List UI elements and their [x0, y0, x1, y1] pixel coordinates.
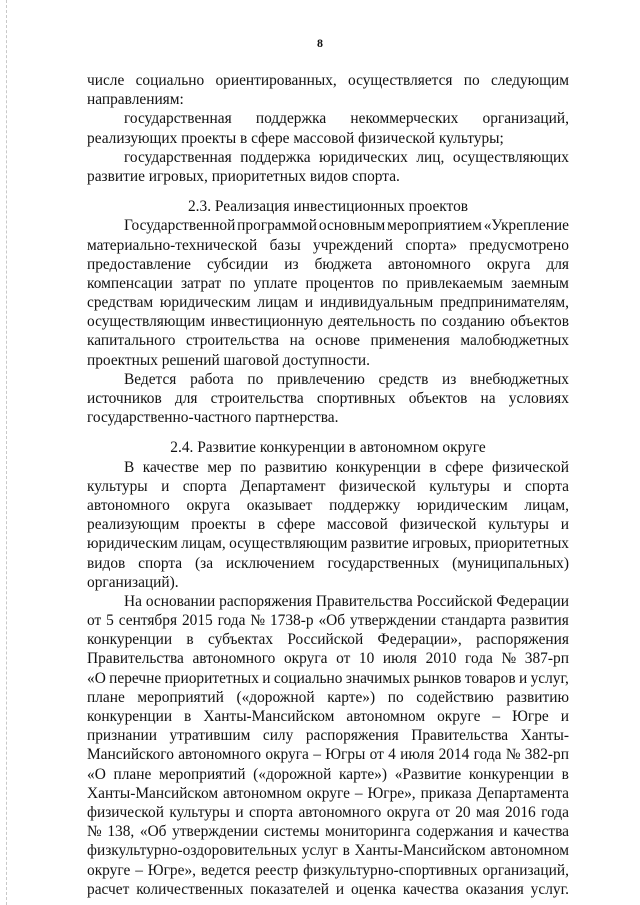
word: культуры	[488, 516, 549, 534]
text-line	[87, 669, 569, 688]
word: источников	[87, 390, 162, 407]
word: Федерации»,	[377, 631, 462, 649]
text-line	[87, 496, 569, 515]
word: расчет	[87, 880, 130, 898]
scan-edge-line	[6, 0, 8, 905]
word: Ведется	[124, 370, 177, 388]
word: приоритетных	[164, 669, 259, 687]
word: объектов	[510, 313, 569, 331]
word: физкультурно-оздоровительных	[87, 842, 298, 860]
text-line	[87, 255, 569, 274]
word: автономном	[223, 784, 302, 802]
word: перечне	[109, 669, 162, 687]
word: услуг,	[530, 669, 569, 687]
word: по	[463, 72, 480, 89]
text-line	[87, 649, 569, 668]
word: сфере	[445, 458, 484, 476]
word: 20	[455, 803, 471, 821]
word: качества	[402, 880, 459, 898]
word: конкуренции	[468, 765, 554, 783]
word: Ханты-	[520, 727, 569, 745]
word: лиц,	[416, 148, 445, 166]
word: лицам	[257, 294, 299, 312]
word: в	[429, 458, 437, 476]
word: развития	[510, 612, 569, 630]
word: для	[546, 255, 569, 273]
word: мониторинга	[325, 823, 411, 841]
word: основании	[145, 592, 216, 610]
word: автономного	[387, 255, 471, 273]
word: оказывает	[246, 496, 313, 514]
text-line	[87, 630, 569, 649]
word: Правительства	[87, 650, 184, 668]
word: привлечению	[276, 370, 365, 388]
word: государственная	[124, 148, 232, 166]
word: некоммерческих	[350, 110, 459, 128]
word: организаций,	[482, 110, 569, 128]
text-line	[87, 745, 569, 764]
word: от	[369, 746, 384, 764]
word: из	[284, 255, 299, 273]
word: услуг	[301, 842, 338, 860]
word: и	[304, 294, 314, 312]
word: по	[229, 274, 246, 292]
text-line	[87, 861, 569, 880]
word: строительства	[185, 332, 280, 350]
word: года	[541, 803, 569, 821]
word: плане	[113, 765, 152, 783]
word: автономного	[192, 650, 276, 668]
text-line	[87, 554, 569, 573]
word: применения	[370, 332, 450, 350]
word: в	[184, 708, 192, 725]
word: («дорожной	[253, 765, 332, 783]
word: по	[240, 458, 257, 476]
word: автономном	[490, 842, 569, 860]
word: «Об	[318, 612, 346, 630]
word: Департамент	[240, 477, 326, 495]
word: Правительства	[315, 592, 413, 610]
word: осуществляется	[348, 72, 453, 89]
word: предоставление	[87, 255, 191, 273]
text-line	[87, 592, 569, 611]
word: качестве	[142, 458, 199, 476]
word: стандарта	[441, 612, 506, 630]
word: 10	[358, 650, 375, 668]
word: «Об	[139, 823, 167, 841]
word: (муниципальных)	[452, 554, 569, 572]
word: распоряжения	[219, 592, 313, 610]
word: «О	[87, 765, 106, 783]
word: –	[492, 708, 501, 725]
page-number: 8	[317, 36, 323, 50]
word: 1738-р	[269, 612, 314, 630]
word: культуры	[169, 803, 230, 821]
word: для	[174, 390, 198, 407]
word: автономного	[87, 496, 170, 514]
section-heading: 2.4. Развитие конкуренции в автономном округе	[170, 439, 486, 457]
word: на	[289, 332, 305, 350]
text-line	[87, 274, 569, 293]
word: физической	[87, 803, 164, 821]
word: мер	[207, 458, 232, 476]
word: «Укрепление	[483, 217, 569, 235]
word: компенсации	[87, 274, 173, 292]
word: капитального	[87, 332, 176, 350]
word: признании	[87, 727, 158, 745]
word: и	[560, 708, 569, 725]
text-line	[87, 458, 569, 477]
word: спорта	[182, 477, 227, 495]
word: исключением	[225, 554, 315, 572]
word: июля	[382, 650, 418, 668]
word: года	[217, 612, 246, 630]
word: физической	[492, 458, 569, 476]
text-line	[87, 331, 569, 350]
word: качества	[513, 823, 569, 841]
word: от	[336, 650, 351, 668]
word: юридическим	[87, 535, 178, 553]
word: силу	[262, 727, 294, 745]
word: Ханты-Мансийском	[203, 708, 335, 725]
text-line: развитие игровых, приоритетных видов спорта.	[87, 167, 400, 185]
word: в	[561, 765, 569, 783]
word: привлекаемым	[406, 274, 503, 292]
text-line	[87, 477, 569, 496]
word: и	[235, 803, 244, 821]
word: реестр	[255, 861, 299, 879]
word: Федерации	[496, 592, 569, 610]
word: Югре	[512, 708, 549, 725]
word: средств	[378, 370, 429, 388]
word: –	[135, 861, 143, 879]
word: видов	[87, 554, 126, 572]
word: реализующим	[87, 516, 180, 534]
word: 4	[388, 746, 396, 764]
word: утверждении	[350, 612, 437, 630]
word: поддержка	[255, 110, 327, 128]
text-line: государственно-частного партнерства.	[87, 409, 339, 427]
word: автономного	[298, 803, 382, 821]
word: основе	[315, 332, 361, 350]
word: и	[560, 516, 569, 534]
word: В	[124, 458, 135, 476]
word: Ханты-Мансийском	[87, 784, 219, 802]
word: №	[250, 612, 266, 630]
text-line	[87, 784, 569, 803]
word: поддержка	[240, 148, 311, 166]
word: в	[257, 516, 266, 534]
word: округа	[186, 496, 231, 514]
word: по	[247, 370, 264, 388]
word: заемным	[511, 274, 569, 292]
word: работа	[190, 370, 234, 388]
word: учреждений	[313, 236, 393, 254]
word: мероприятием	[387, 217, 482, 235]
word: игровых,	[412, 535, 472, 553]
word: социально	[273, 669, 343, 687]
word: и	[161, 477, 170, 495]
word: автономного	[178, 746, 262, 764]
word: –	[354, 784, 363, 802]
text-line	[87, 765, 569, 784]
word: содействию	[416, 688, 494, 706]
word: распоряжения	[305, 727, 399, 745]
word: проекты	[191, 516, 247, 534]
text-line	[87, 216, 569, 235]
word: физкультурно-спортивных	[303, 861, 478, 879]
word: «О	[87, 669, 106, 687]
word: округа	[283, 650, 328, 668]
section-heading: 2.3. Реализация инвестиционных проектов	[187, 198, 469, 216]
word: субсидии	[206, 255, 269, 273]
word: «Развитие	[394, 765, 462, 783]
word: Российской	[416, 592, 493, 610]
word: года	[473, 746, 502, 764]
word: материально-технической	[87, 236, 258, 254]
word: развитию	[506, 688, 569, 706]
word: ориентированных,	[215, 72, 337, 89]
word: на	[480, 390, 496, 407]
word: Югры	[325, 746, 366, 764]
word: лицам,	[524, 496, 569, 514]
word: осуществляющим	[87, 313, 206, 331]
text-line	[87, 148, 569, 167]
word: Департамента	[476, 784, 569, 802]
word: государственных	[327, 554, 440, 572]
word: округе	[306, 784, 350, 802]
word: и	[499, 823, 508, 841]
text-line	[87, 688, 569, 707]
word: в	[186, 631, 194, 649]
word: ведется	[200, 861, 251, 879]
word: 2015	[181, 612, 213, 630]
text-line	[87, 293, 569, 312]
text-line	[87, 312, 569, 331]
word: процентов	[305, 274, 374, 292]
word: распоряжения	[476, 631, 569, 649]
word: культуры	[87, 477, 148, 495]
word: («дорожной	[236, 688, 315, 706]
word: утратившим	[169, 727, 251, 745]
text-line	[87, 803, 569, 822]
word: внебюджетных	[470, 370, 569, 388]
word: Государственной	[124, 217, 236, 235]
word: Югре»,	[147, 861, 196, 879]
word: оказания	[465, 880, 524, 898]
word: значимых	[345, 669, 411, 687]
word: юридическим	[159, 294, 251, 312]
word: в	[342, 842, 350, 860]
word: осуществляющим	[229, 535, 348, 553]
word: плане	[87, 688, 125, 706]
word: 2010	[425, 650, 457, 668]
word: и	[503, 477, 512, 495]
word: поддержку	[329, 496, 401, 514]
word: уплате	[253, 274, 298, 292]
word: мероприятий	[159, 765, 246, 783]
word: условиях	[508, 390, 569, 407]
word: массовой	[326, 516, 388, 534]
word: №	[87, 823, 102, 841]
word: рынков	[413, 669, 462, 687]
word: развитию	[264, 458, 328, 476]
word: Российской	[287, 631, 364, 649]
word: округа	[386, 803, 431, 821]
text-line: реализующих проекты в сфере массовой физической культуры;	[87, 129, 504, 147]
word: бюджета	[314, 255, 372, 273]
word: 2016	[504, 803, 536, 821]
word: карте»)	[339, 765, 387, 783]
text-line	[87, 726, 569, 745]
word: конкуренции	[335, 458, 421, 476]
word: приказа	[420, 784, 472, 802]
word: от	[435, 803, 450, 821]
word: конкуренции	[87, 631, 173, 649]
word: субъектах	[207, 631, 274, 649]
word: базы	[269, 236, 301, 254]
word: сфере	[276, 516, 316, 534]
text-line	[87, 611, 569, 630]
paragraph-gap	[87, 427, 569, 438]
text-line	[87, 707, 569, 726]
word: (за	[195, 554, 214, 572]
word: предпринимателям,	[439, 294, 569, 312]
word: созданию	[441, 313, 505, 331]
word: спорта	[138, 554, 183, 572]
text-line	[87, 71, 569, 90]
word: содержания	[416, 823, 494, 841]
word: округе	[437, 708, 481, 725]
word: предусмотрено	[469, 236, 569, 254]
word: малобюджетных	[460, 332, 569, 350]
text-line: направлениям:	[87, 91, 184, 109]
word: следующим	[490, 72, 569, 89]
word: физической	[399, 516, 477, 534]
word: программой	[237, 217, 318, 235]
word: деятельность	[328, 313, 416, 331]
word: Мансийского	[87, 746, 174, 764]
word: инвестиционную	[210, 313, 324, 331]
word: оценка	[350, 880, 397, 898]
word: Правительства	[411, 727, 509, 745]
word: по	[387, 688, 404, 706]
word: Ханты-Мансийском	[354, 842, 486, 860]
word: №	[505, 746, 521, 764]
text-line: организаций).	[87, 573, 179, 591]
text-line	[87, 841, 569, 860]
word: из	[442, 370, 457, 388]
word: автономном	[346, 708, 426, 725]
word: и	[262, 669, 271, 687]
text-line	[87, 534, 569, 553]
word: затрат	[180, 274, 222, 292]
text-line	[87, 236, 569, 255]
word: основным	[318, 217, 386, 235]
word: по	[420, 313, 437, 331]
word: округе	[87, 861, 131, 879]
word: спорта	[249, 803, 294, 821]
word: 5	[106, 612, 114, 630]
word: округа	[486, 255, 531, 273]
word: организаций,	[482, 861, 569, 879]
word: социально	[135, 72, 205, 89]
word: государственная	[124, 110, 232, 128]
word: объектов	[408, 390, 468, 407]
word: услуг.	[530, 880, 569, 898]
word: числе	[87, 72, 125, 89]
text-line	[87, 880, 569, 899]
word: года	[465, 650, 493, 668]
paragraph-gap	[87, 186, 569, 197]
word: июля	[400, 746, 435, 764]
text-line	[87, 389, 569, 408]
text-line	[87, 370, 569, 389]
word: системы	[263, 823, 320, 841]
word: физической	[338, 477, 416, 495]
word: средствам	[87, 294, 154, 312]
word: сентября	[118, 612, 178, 630]
word: спорта	[524, 477, 569, 495]
word: по	[382, 274, 399, 292]
word: Югре»,	[367, 784, 416, 802]
text-line	[87, 515, 569, 534]
word: юридическим	[417, 496, 508, 514]
word: показателей	[250, 880, 330, 898]
text-line: проектных решений шаговой доступности.	[87, 351, 370, 369]
word: 382-рп	[524, 746, 569, 764]
word: карте»)	[327, 688, 376, 706]
text-line	[87, 109, 569, 128]
word: товаров	[464, 669, 516, 687]
word: 2014	[438, 746, 470, 764]
word: индивидуальным	[319, 294, 434, 312]
word: приоритетных	[474, 535, 569, 553]
word: мероприятий	[137, 688, 224, 706]
word: строительства	[210, 390, 304, 407]
word: количественных	[136, 880, 244, 898]
text-line	[87, 822, 569, 841]
word: культуры	[429, 477, 490, 495]
word: спортивных	[316, 390, 396, 407]
word: осуществляющих	[452, 148, 569, 166]
document-body	[87, 71, 569, 899]
word: и	[518, 669, 528, 687]
word: 387-рп	[524, 650, 569, 668]
word: –	[313, 746, 321, 764]
word: конкуренции	[87, 708, 173, 725]
word: мая	[476, 803, 500, 821]
word: от	[87, 612, 102, 630]
word: №	[501, 650, 517, 668]
word: юридических	[319, 148, 408, 166]
word: 138,	[107, 823, 135, 841]
word: спорта»	[405, 236, 458, 254]
word: На	[124, 592, 142, 610]
word: развитие	[350, 535, 409, 553]
word: округа	[265, 746, 309, 764]
word: и	[335, 880, 345, 898]
word: утверждении	[172, 823, 259, 841]
word: лицам,	[181, 535, 226, 553]
